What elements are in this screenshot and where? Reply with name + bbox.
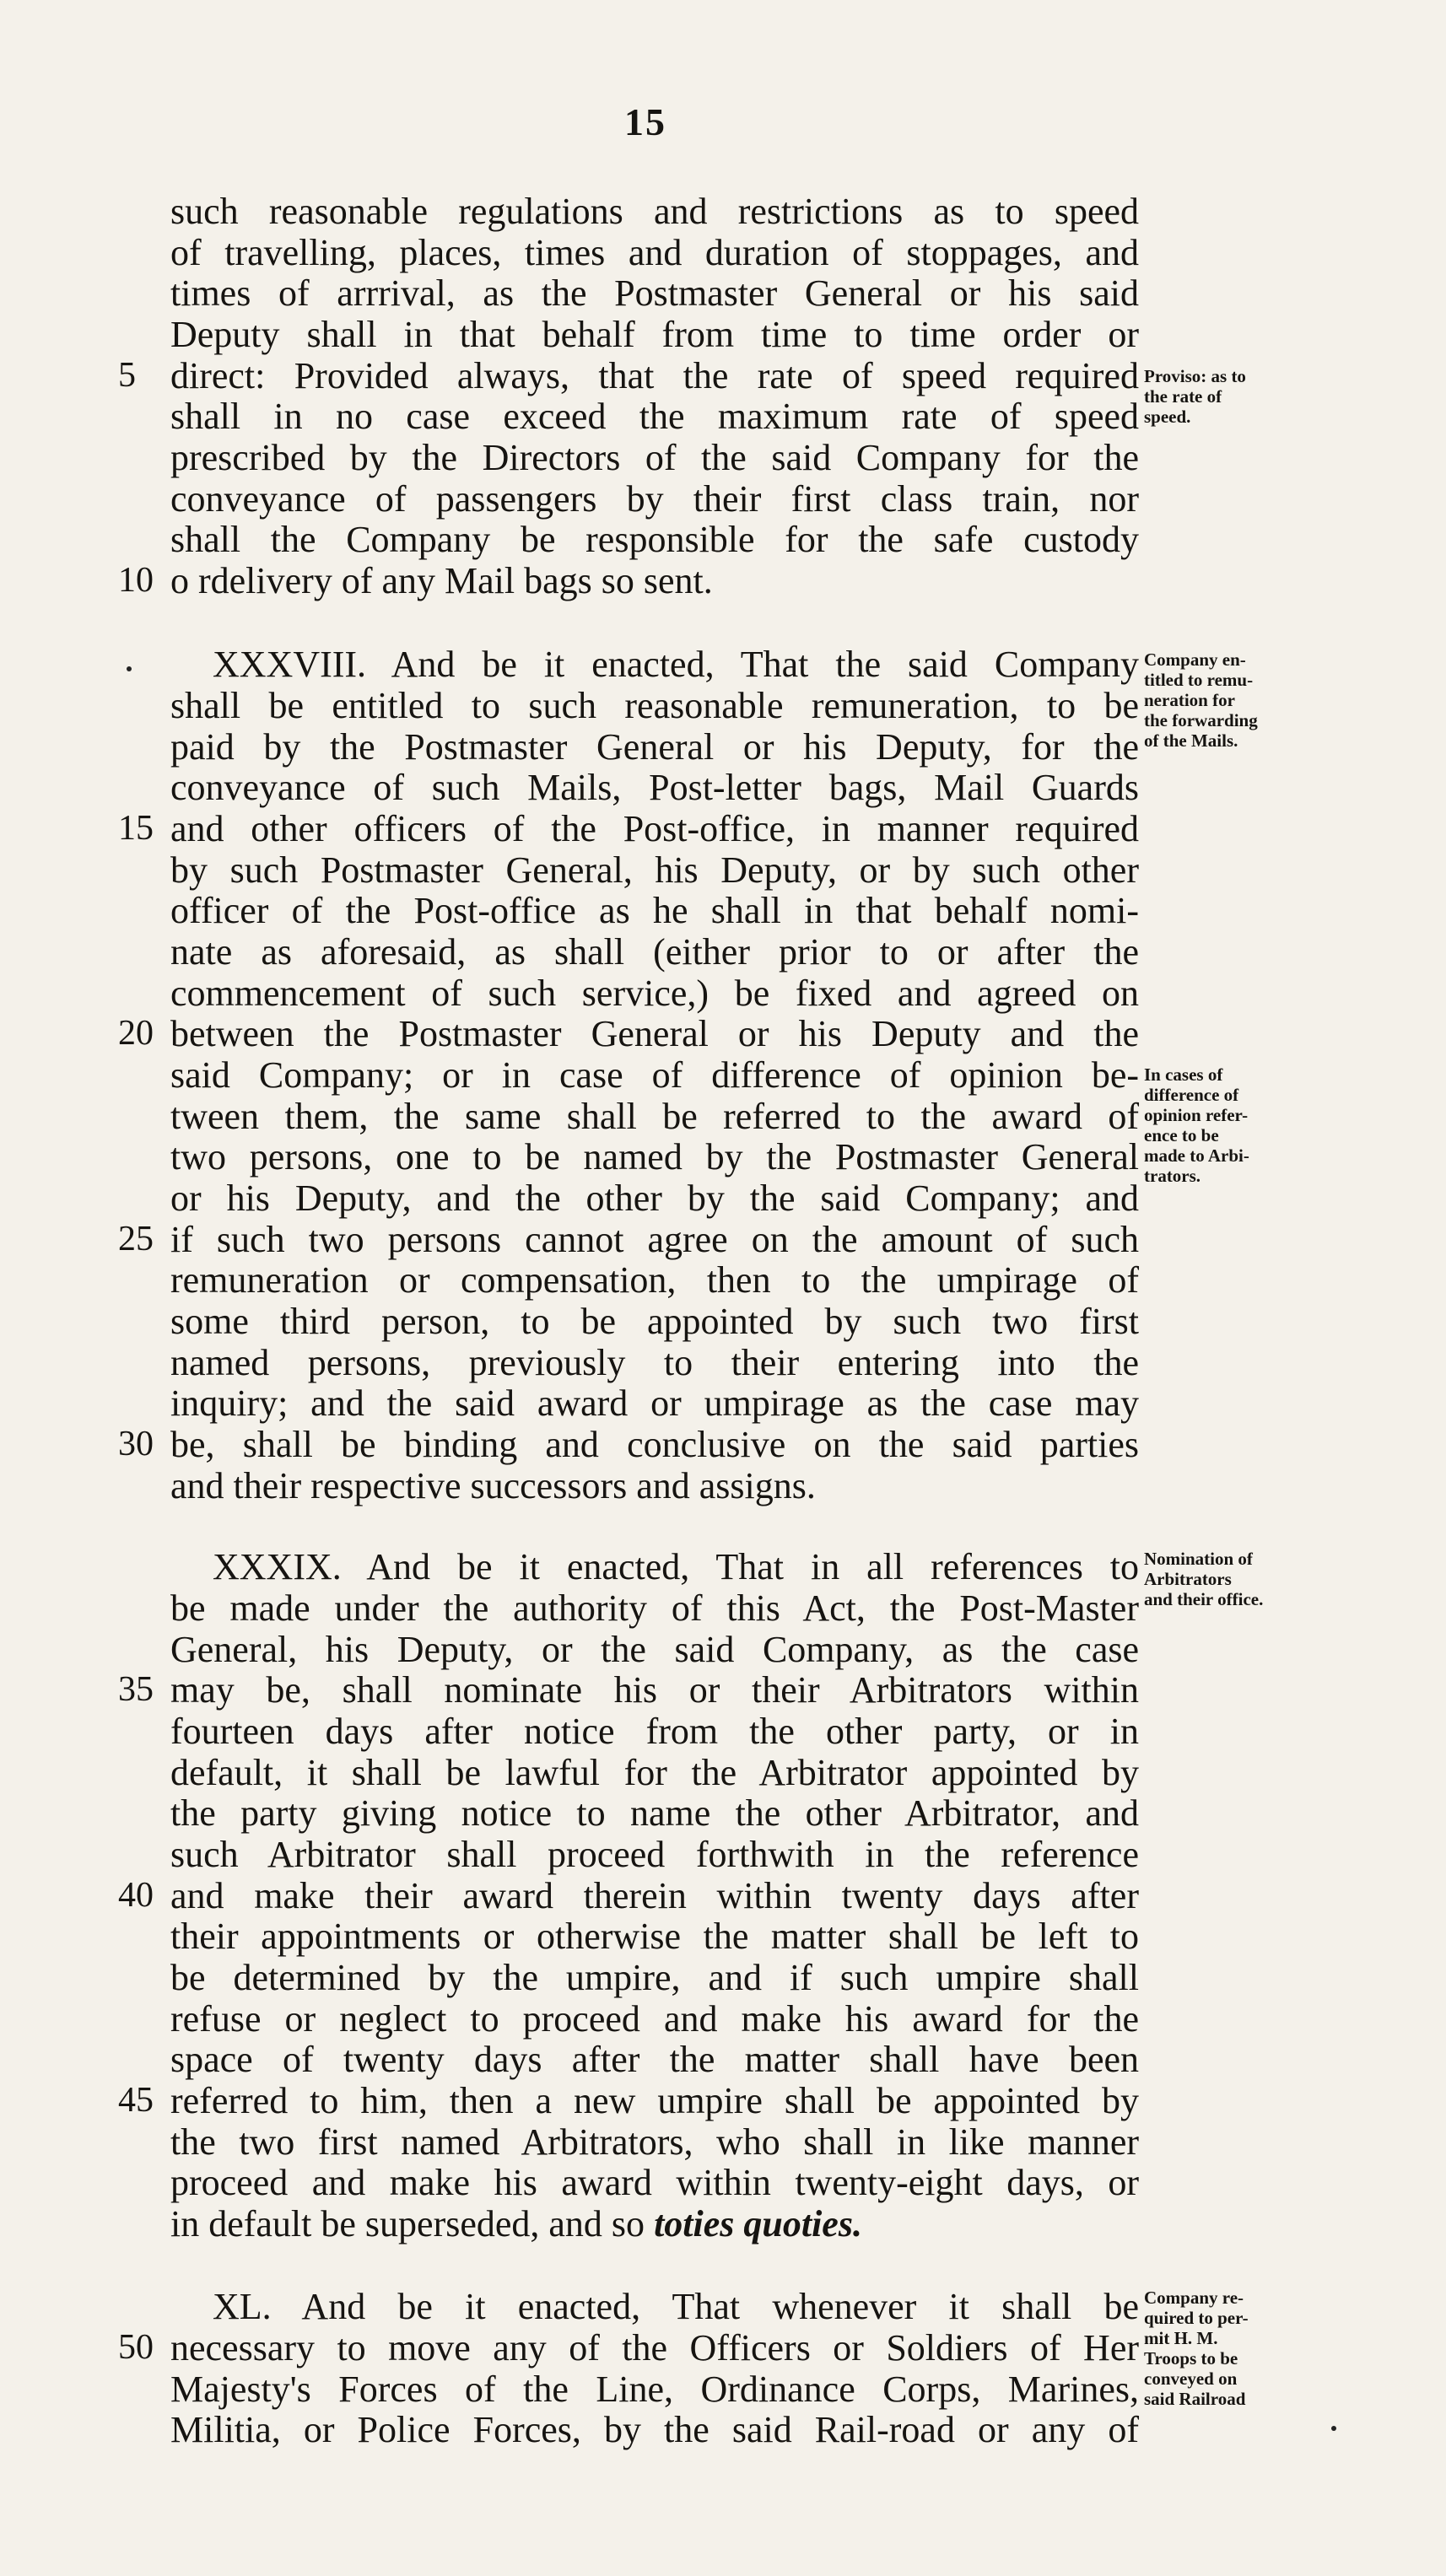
- text-line: inquiry; and the said award or umpirage as the case may: [170, 1382, 1139, 1424]
- margin-note-line: speed.: [1144, 407, 1191, 427]
- text-line: such reasonable regulations and restrictions as to speed: [170, 191, 1139, 232]
- ink-mark: [1331, 2426, 1336, 2431]
- margin-note-line: the rate of: [1144, 386, 1222, 407]
- margin-note-line: conveyed on: [1144, 2369, 1238, 2389]
- text-line: General, his Deputy, or the said Company, as the case: [170, 1629, 1139, 1670]
- line-number: 45: [118, 2081, 154, 2120]
- margin-note-line: In cases of: [1144, 1064, 1223, 1085]
- line-number: 30: [118, 1425, 154, 1463]
- margin-note-line: Proviso: as to: [1144, 366, 1246, 386]
- section-heading-line: XXXVIII. And be it enacted, That the said Company: [213, 644, 1139, 685]
- text-line: if such two persons cannot agree on the amount of such: [170, 1219, 1139, 1260]
- margin-note-line: trators.: [1144, 1166, 1201, 1186]
- text-line: and their respective successors and assigns.: [170, 1465, 816, 1506]
- margin-note-line: neration for: [1144, 690, 1235, 710]
- margin-note-nomination: [1144, 1549, 1321, 1609]
- margin-note-line: quired to per-: [1144, 2308, 1249, 2328]
- text-line: and make their award therein within twenty days after: [170, 1875, 1139, 1916]
- text-line: be made under the authority of this Act, the Post-Master: [170, 1587, 1139, 1629]
- text-line: paid by the Postmaster General or his Deputy, for the: [170, 726, 1139, 768]
- margin-note-line: Troops to be: [1144, 2348, 1238, 2369]
- text-line-final: [170, 2203, 1139, 2245]
- italic-phrase: toties quoties.: [654, 2203, 862, 2245]
- text-line: said Company; or in case of difference of opinion be-: [170, 1054, 1139, 1096]
- text-line: between the Postmaster General or his Deputy and the: [170, 1013, 1139, 1054]
- margin-note-line: titled to remu-: [1144, 670, 1254, 690]
- margin-note-arbitration: [1144, 1064, 1321, 1186]
- section-heading-line: XXXIX. And be it enacted, That in all references to: [213, 1546, 1139, 1587]
- text-line: conveyance of passengers by their first class train, nor: [170, 478, 1139, 520]
- line-number: 15: [118, 809, 154, 848]
- text-line: space of twenty days after the matter shall have been: [170, 2039, 1139, 2080]
- text-line: conveyance of such Mails, Post-letter bags, Mail Guards: [170, 767, 1139, 808]
- text-line: be determined by the umpire, and if such umpire shall: [170, 1957, 1139, 1998]
- text-line: default, it shall be lawful for the Arbitrator appointed by: [170, 1752, 1139, 1793]
- text-line: referred to him, then a new umpire shall be appointed by: [170, 2080, 1139, 2121]
- text-line: nate as aforesaid, as shall (either prior to or after the: [170, 931, 1139, 973]
- text-line: o rdelivery of any Mail bags so sent.: [170, 560, 713, 601]
- text-line: proceed and make his award within twenty-eight days, or: [170, 2162, 1139, 2203]
- margin-note-line: of the Mails.: [1144, 730, 1238, 751]
- margin-note-line: ence to be: [1144, 1125, 1219, 1145]
- text-line: in default be superseded, and so: [170, 2203, 655, 2245]
- text-line: their appointments or otherwise the matter shall be left to: [170, 1916, 1139, 1957]
- page-number: 15: [624, 100, 666, 143]
- line-number: 40: [118, 1876, 154, 1915]
- text-line: and other officers of the Post-office, in manner required: [170, 808, 1139, 849]
- line-number: 20: [118, 1014, 154, 1053]
- text-line: shall be entitled to such reasonable remuneration, to be: [170, 685, 1139, 726]
- text-line: or his Deputy, and the other by the said Company; and: [170, 1178, 1139, 1219]
- text-line: necessary to move any of the Officers or Soldiers of Her: [170, 2327, 1139, 2369]
- ink-mark: [127, 666, 132, 671]
- text-line: of travelling, places, times and duration of stoppages, and: [170, 232, 1139, 273]
- line-number: 5: [118, 356, 136, 395]
- margin-note-troops: [1144, 2288, 1321, 2409]
- text-line: the party giving notice to name the other Arbitrator, and: [170, 1792, 1139, 1834]
- text-line: remuneration or compensation, then to the umpirage of: [170, 1259, 1139, 1301]
- margin-note-line: Nomination of: [1144, 1549, 1253, 1569]
- margin-note-line: the forwarding: [1144, 710, 1258, 730]
- text-line: times of arrrival, as the Postmaster General or his said: [170, 272, 1139, 314]
- text-line: the two first named Arbitrators, who shall in like manner: [170, 2121, 1139, 2163]
- section-heading-line: XL. And be it enacted, That whenever it shall be: [213, 2286, 1139, 2327]
- text-line: direct: Provided always, that the rate of speed required: [170, 355, 1139, 396]
- text-line: refuse or neglect to proceed and make his award for the: [170, 1998, 1139, 2040]
- margin-note-remuneration: [1144, 649, 1321, 751]
- text-line: some third person, to be appointed by such two first: [170, 1301, 1139, 1342]
- text-line: shall in no case exceed the maximum rate of speed: [170, 396, 1139, 437]
- margin-note-line: Company re-: [1144, 2288, 1244, 2308]
- line-number: 50: [118, 2328, 154, 2367]
- text-line: be, shall be binding and conclusive on the said parties: [170, 1424, 1139, 1465]
- margin-note-line: opinion refer-: [1144, 1105, 1249, 1125]
- margin-note-line: mit H. M.: [1144, 2328, 1218, 2348]
- margin-note-line: Arbitrators: [1144, 1569, 1232, 1589]
- text-line: fourteen days after notice from the other party, or in: [170, 1711, 1139, 1752]
- text-line: shall the Company be responsible for the safe custody: [170, 519, 1139, 560]
- line-number: 10: [118, 561, 154, 600]
- margin-note-line: and their office.: [1144, 1589, 1264, 1609]
- margin-note-line: difference of: [1144, 1085, 1239, 1105]
- text-line: such Arbitrator shall proceed forthwith in the reference: [170, 1834, 1139, 1875]
- margin-note-line: said Railroad: [1144, 2389, 1246, 2409]
- text-line: prescribed by the Directors of the said Company for the: [170, 437, 1139, 478]
- margin-note-line: Company en-: [1144, 649, 1246, 670]
- margin-note-line: made to Arbi-: [1144, 1145, 1249, 1166]
- text-line: may be, shall nominate his or their Arbitrators within: [170, 1669, 1139, 1711]
- text-line: Deputy shall in that behalf from time to time order or: [170, 314, 1139, 355]
- margin-note-proviso: [1144, 366, 1321, 427]
- line-number: 25: [118, 1220, 154, 1258]
- text-line: by such Postmaster General, his Deputy, or by such other: [170, 849, 1139, 891]
- line-number: 35: [118, 1670, 154, 1709]
- text-line: two persons, one to be named by the Postmaster General: [170, 1136, 1139, 1178]
- text-line: Militia, or Police Forces, by the said Rail-road or any of: [170, 2409, 1139, 2450]
- text-line: Majesty's Forces of the Line, Ordinance Corps, Marines,: [170, 2369, 1139, 2410]
- text-line: commencement of such service,) be fixed and agreed on: [170, 973, 1139, 1014]
- text-line: tween them, the same shall be referred to the award of: [170, 1096, 1139, 1137]
- text-line: named persons, previously to their entering into the: [170, 1342, 1139, 1383]
- text-line: officer of the Post-office as he shall in that behalf nomi-: [170, 890, 1139, 931]
